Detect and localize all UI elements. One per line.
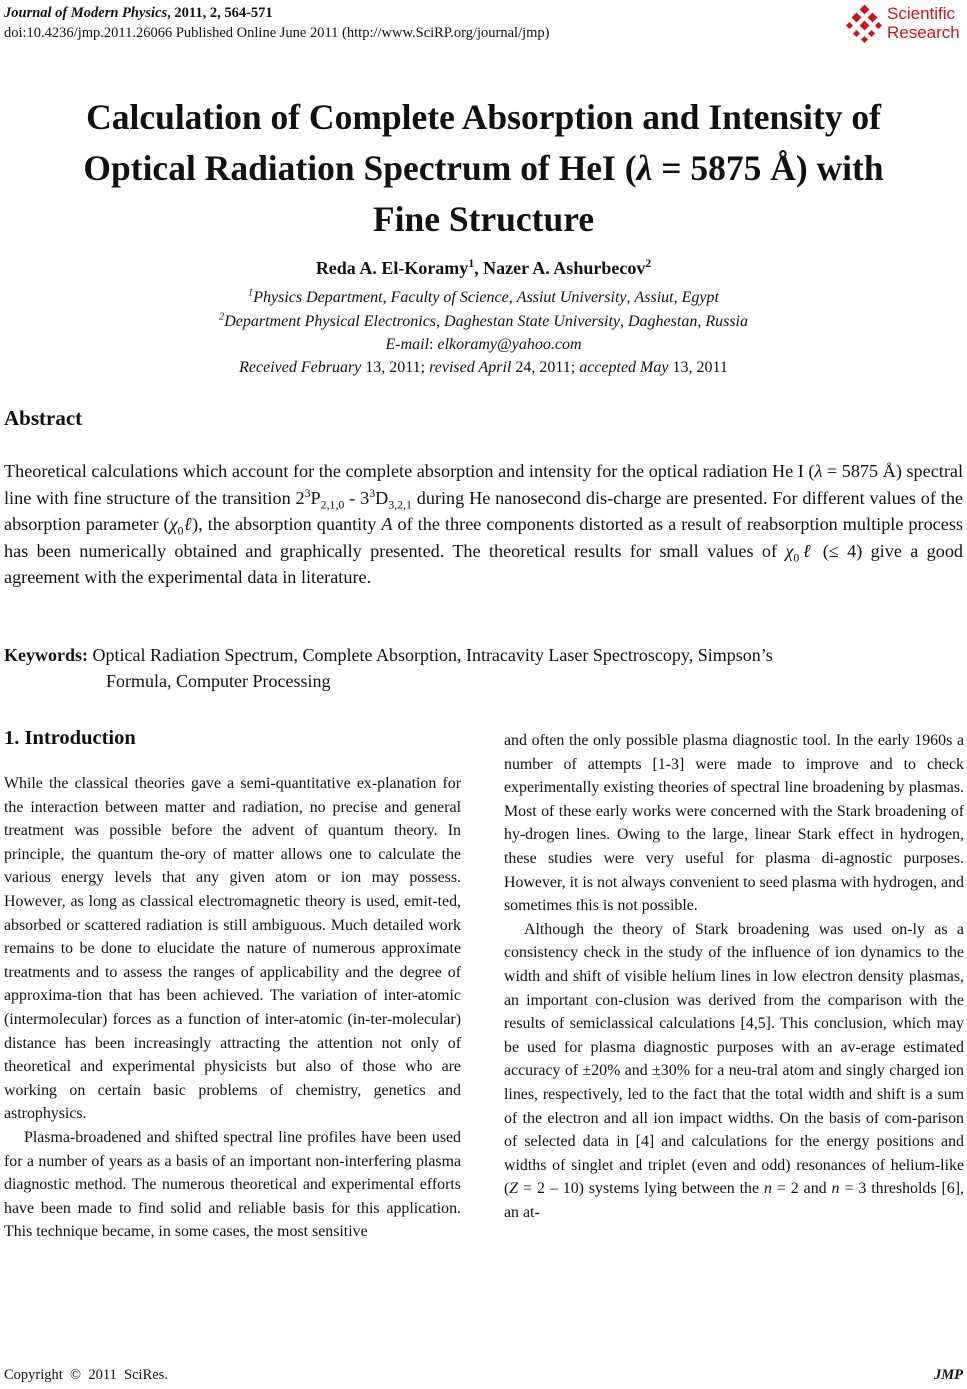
abstract-sub-1: 2,1,0 (320, 497, 345, 512)
affiliation-1: $^1$Physics Department, Faculty of Science, Assiut University, Assiut, Egypt (248, 287, 719, 306)
para4-text-d: = 3 thresholds [6], an at- (504, 1180, 964, 1221)
journal-name: Journal of Modern Physics (4, 5, 168, 21)
para4-text-c: = 2 and (771, 1180, 832, 1198)
author-1-affil: 1 (468, 257, 475, 270)
journal-volume-pages: , 2011, 2, 564-571 (167, 5, 273, 21)
abstract-text-6: during He nanosecond dis-charge are presented. For different values of the absorption parameter ( (4, 487, 964, 534)
intro-paragraph-3: and often the only possible plasma diagnostic tool. In the early 1960s a number of attempts [1-3] were made to improve and to check experimentally existing theories of spectral line broadening by plasmas. Most of these early works were concerned with the Stark broadening of hy-drogen lines. Owing to the large, linear Stark effect in hydrogen, these studies were very useful for plasma di-agnostic purposes. However, it is not always convenient to seed plasma with hydrogen, and sometimes this is not possible. (504, 732, 964, 915)
author-2: Nazer A. Ashurbecov (483, 258, 646, 278)
lambda-symbol: λ (636, 148, 653, 188)
title-line-2b: = 5875 Å) with (652, 148, 884, 188)
affil-2-university: Daghestan State University (444, 313, 620, 330)
para4-var-Z: Z (509, 1180, 519, 1198)
abstract-text-5: D (375, 487, 389, 508)
keywords-line-2: Formula, Computer Processing (106, 671, 331, 691)
publisher-logo-icon (845, 4, 885, 44)
publisher-logo-text (887, 4, 960, 42)
affil-1-city: Assiut (634, 289, 674, 306)
logo-line-2: Research (887, 23, 960, 42)
copyright-notice: Copyright © 2011 SciRes. (4, 1367, 168, 1383)
abstract-chi-2-sub: 0 (793, 550, 800, 565)
affil-2-dept: Department Physical Electronics (224, 313, 437, 330)
affil-2-country: Russia (705, 313, 748, 330)
abstract-lambda: λ (814, 461, 823, 481)
author-1: Reda A. El-Koramy (315, 258, 469, 278)
abstract-sup-1: 3 (304, 485, 311, 500)
abstract-sub-2: 3,2,1 (388, 497, 412, 512)
email-label: E-mail (385, 336, 430, 353)
email-address[interactable]: elkoramy@yahoo.com (437, 336, 582, 353)
abstract-text-1: Theoretical calculations which account for the complete absorption and intensity for the optical radiation He I ( (4, 461, 815, 481)
section-heading-introduction: 1. Introduction (4, 727, 136, 749)
page-footer (4, 1367, 963, 1384)
paper-title (30, 92, 937, 245)
abstract-text-7: ), the absorption quantity (192, 514, 382, 534)
left-column (4, 724, 461, 1244)
title-line-3: Fine Structure (372, 199, 595, 239)
journal-abbrev: JMP (934, 1367, 963, 1383)
title-line-2a: Optical Radiation Spectrum of HeI ( (83, 148, 637, 188)
abstract-text-3: P (310, 487, 321, 508)
received-date: 13, 2011; (361, 359, 430, 376)
author-2-affil: 2 (645, 257, 652, 270)
abstract-chi-1-sub: 0 (177, 523, 184, 538)
intro-paragraph-1: While the classical theories gave a semi-quantitative ex-planation for the interaction between matter and radiation, no precise and general treatment was possible before the advent of quantum theory. In principle, the quantum the-ory of matter allows one to calculate the various energy levels that any given atom or ion may possess. However, as long as classical electromagnetic theory is used, emit-ted, absorbed or scattered radiation is still ambiguous. Much detailed work remains to be done to elucidate the nature of numerous approximate treatments and to assess the ranges of applicability and the degree of approxima-tion that has been achieved. The variation of inter-atomic (intermolecular) forces as a function of inter-atomic (in-ter-molecular) distance has been increasingly attracting the attention not only of theoretical and experimental physicists but also of those who are working on certain basic problems of chemistry, genetics and astrophysics. (4, 775, 461, 1123)
abstract-text-2: = 5875 Å) spectral line with fine structure of the transition 2 (4, 461, 963, 508)
abstract-body (4, 458, 963, 591)
abstract-text-8: of the three components distorted as a result of reabsorption multiple process has been numerically obtained and graphically presented. The theoretical results for small values of (4, 514, 963, 561)
right-column (504, 729, 964, 1224)
email-line: E-mail: elkoramy@yahoo.com (385, 336, 582, 353)
intro-paragraph-2: Plasma-broadened and shifted spectral line profiles have been used for a number of years as a basis of an important non-interfering plasma diagnostic method. The numerous theoretical and experimental efforts have been made to find solid and reliable basis for this application. This technique became, in some cases, the most sensitive (4, 1128, 461, 1241)
keywords-line-1 (4, 642, 959, 668)
keywords-list-1: Optical Radiation Spectrum, Complete Absorption, Intracavity Laser Spectroscopy, Simpson’s (88, 645, 773, 665)
journal-citation (4, 3, 550, 23)
para4-text-a: Although the theory of Stark broadening was used on-ly as a consistency check in the study of the influence of ion dynamics to the width and shift of visible helium lines in low electron density plasmas, an important con-clusion was derived from the comparison with the results of semiclassical calculations [4,5]. This conclusion, which may be used for plasma diagnostic purposes with an av-erage estimated accuracy of ±20% and ±30% for a neu-tral atom and singly charged ion lines, respectively, led to the fact that the total width and shift is a sum of the electron and all ion impact widths. On the basis of com-parison of selected data in [4] and calculations for the energy positions and widths of singlet and triplet (even and odd) resonances of helium-like ( (504, 920, 964, 1198)
para4-var-n1: n (763, 1180, 772, 1198)
accepted-label: accepted May (579, 359, 669, 376)
revised-date: 24, 2011; (511, 359, 580, 376)
keywords-label: Keywords: (4, 645, 88, 665)
author-separator: , (474, 258, 484, 278)
keywords (4, 642, 959, 694)
abstract-sup-2: 3 (369, 485, 376, 500)
authors (0, 258, 967, 279)
revised-label: revised April (429, 359, 512, 376)
affil-2-city: Daghestan (627, 313, 698, 330)
abstract-chi-1: χ (169, 514, 178, 534)
doi-line: doi:10.4236/jmp.2011.26066 Published Online June 2011 (http://www.SciRP.org/journal/jmp) (4, 25, 550, 41)
received-line (0, 356, 967, 379)
abstract-ell-2: ℓ (799, 540, 815, 561)
journal-header (4, 3, 550, 43)
received-label: Received February (239, 359, 362, 376)
affil-2-mark: 2 (219, 311, 225, 323)
affil-1-university: Assiut University (516, 289, 627, 306)
affil-1-faculty: Faculty of Science (390, 289, 509, 306)
abstract-var-A: A (381, 514, 393, 534)
abstract-text-9: (≤ 4) give a good agreement with the experimental data in literature. (4, 540, 964, 587)
abstract-ell-1: ℓ (183, 514, 193, 534)
para4-text-b: = 2 – 10) systems lying between the (518, 1180, 764, 1198)
abstract-heading: Abstract (4, 406, 83, 430)
scientific-research-logo (845, 4, 963, 44)
accepted-date: 13, 2011 (668, 359, 728, 376)
affil-1-mark: 1 (248, 287, 254, 299)
affil-1-country: Egypt (681, 289, 719, 306)
affil-1-dept: Physics Department (253, 289, 383, 306)
title-line-1: Calculation of Complete Absorption and Intensity of (86, 97, 881, 137)
affiliation-2: $^2$Department Physical Electronics, Daghestan State University, Daghestan, Russia (219, 311, 748, 330)
title-line-2 (30, 143, 937, 194)
abstract-text-4: - 3 (344, 487, 370, 508)
logo-line-1: Scientific (887, 4, 956, 23)
intro-paragraph-4 (504, 918, 964, 1225)
para4-var-n2: n (831, 1180, 840, 1198)
abstract-chi-2: χ (785, 540, 794, 561)
